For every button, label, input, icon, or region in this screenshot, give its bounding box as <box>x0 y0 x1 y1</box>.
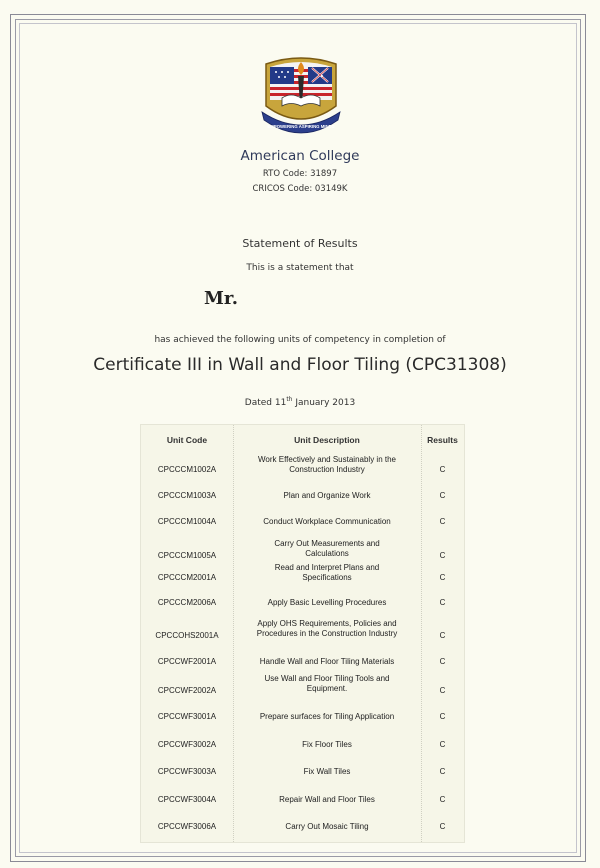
unit-description-line: Plan and Organize Work <box>283 491 371 500</box>
unit-code: CPCCOHS2001A <box>155 631 219 640</box>
unit-code: CPCCCM1004A <box>157 517 217 526</box>
unit-description <box>233 563 421 583</box>
unit-result: C <box>439 573 446 582</box>
unit-code: CPCCWF3002A <box>157 740 217 749</box>
college-crest-logo <box>258 54 344 142</box>
unit-code: CPCCCM1005A <box>157 551 217 560</box>
rto-code: RTO Code: 31897 <box>262 169 338 179</box>
unit-description <box>233 795 421 805</box>
unit-description-line: Construction Industry <box>289 465 365 474</box>
unit-code: CPCCWF3006A <box>157 822 217 831</box>
unit-description-line: Work Effectively and Sustainably in the <box>258 455 396 464</box>
unit-result: C <box>439 767 446 776</box>
header-results: Results <box>427 435 458 445</box>
unit-description <box>233 712 421 722</box>
unit-result: C <box>439 491 446 500</box>
recipient-name: Mr. <box>204 288 239 309</box>
results-table <box>140 424 465 843</box>
unit-description-line: Calculations <box>305 549 349 558</box>
unit-description-line: Conduct Workplace Communication <box>263 517 391 526</box>
qualification-title: Certificate III in Wall and Floor Tiling (CPC31308) <box>93 355 507 375</box>
unit-result: C <box>439 712 446 721</box>
unit-description <box>233 657 421 667</box>
achievement-text: has achieved the following units of competency in completion of <box>154 335 446 345</box>
unit-description <box>233 539 421 559</box>
header-unit-code: Unit Code <box>166 435 208 445</box>
unit-code: CPCCCM2006A <box>157 598 217 607</box>
unit-description <box>233 455 421 475</box>
unit-description-line: Fix Wall Tiles <box>303 767 351 776</box>
unit-description <box>233 491 421 501</box>
unit-result: C <box>439 795 446 804</box>
unit-result: C <box>439 657 446 666</box>
unit-description-line: Handle Wall and Floor Tiling Materials <box>259 657 395 666</box>
unit-description <box>233 517 421 527</box>
college-name: American College <box>240 148 360 164</box>
unit-code: CPCCWF2001A <box>157 657 217 666</box>
date-prefix: Dated 11 <box>244 398 287 408</box>
unit-code: CPCCCM1003A <box>157 491 217 500</box>
header-unit-description: Unit Description <box>294 435 360 445</box>
unit-description-line: Prepare surfaces for Tiling Application <box>259 712 395 721</box>
unit-description-line: Equipment. <box>306 684 348 693</box>
unit-description-line: Carry Out Mosaic Tiling <box>285 822 369 831</box>
unit-result: C <box>439 598 446 607</box>
unit-code: CPCCCM1002A <box>157 465 217 474</box>
unit-result: C <box>439 686 446 695</box>
logo-motto: EMPOWERING ASPIRING MINDS <box>267 124 335 129</box>
date-ordinal: th <box>286 396 293 403</box>
unit-code: CPCCCM2001A <box>157 573 217 582</box>
unit-result: C <box>439 822 446 831</box>
unit-description-line: Apply Basic Levelling Procedures <box>267 598 387 607</box>
unit-code: CPCCWF3004A <box>157 795 217 804</box>
unit-result: C <box>439 631 446 640</box>
unit-description-line: Apply OHS Requirements, Policies and <box>257 619 397 628</box>
unit-description-line: Specifications <box>302 573 352 582</box>
unit-result: C <box>439 517 446 526</box>
date-rest: January 2013 <box>292 398 356 408</box>
unit-code: CPCCWF3003A <box>157 767 217 776</box>
unit-code: CPCCWF3001A <box>157 712 217 721</box>
unit-description <box>233 822 421 832</box>
unit-description-line: Read and Interpret Plans and <box>274 563 380 572</box>
cricos-code: CRICOS Code: 03149K <box>252 184 348 194</box>
unit-code: CPCCWF2002A <box>157 686 217 695</box>
unit-description-line: Repair Wall and Floor Tiles <box>279 795 375 804</box>
date-line <box>0 396 600 408</box>
unit-description <box>233 598 421 608</box>
unit-description-line: Procedures in the Construction Industry <box>256 629 398 638</box>
unit-description-line: Fix Floor Tiles <box>302 740 352 749</box>
unit-description <box>233 767 421 777</box>
statement-intro: This is a statement that <box>246 263 354 273</box>
unit-description-line: Use Wall and Floor Tiling Tools and <box>264 674 390 683</box>
unit-result: C <box>439 465 446 474</box>
unit-description-line: Carry Out Measurements and <box>274 539 380 548</box>
unit-result: C <box>439 551 446 560</box>
unit-description <box>233 740 421 750</box>
unit-description <box>233 674 421 694</box>
unit-description <box>233 619 421 639</box>
unit-result: C <box>439 740 446 749</box>
statement-title: Statement of Results <box>242 237 358 250</box>
